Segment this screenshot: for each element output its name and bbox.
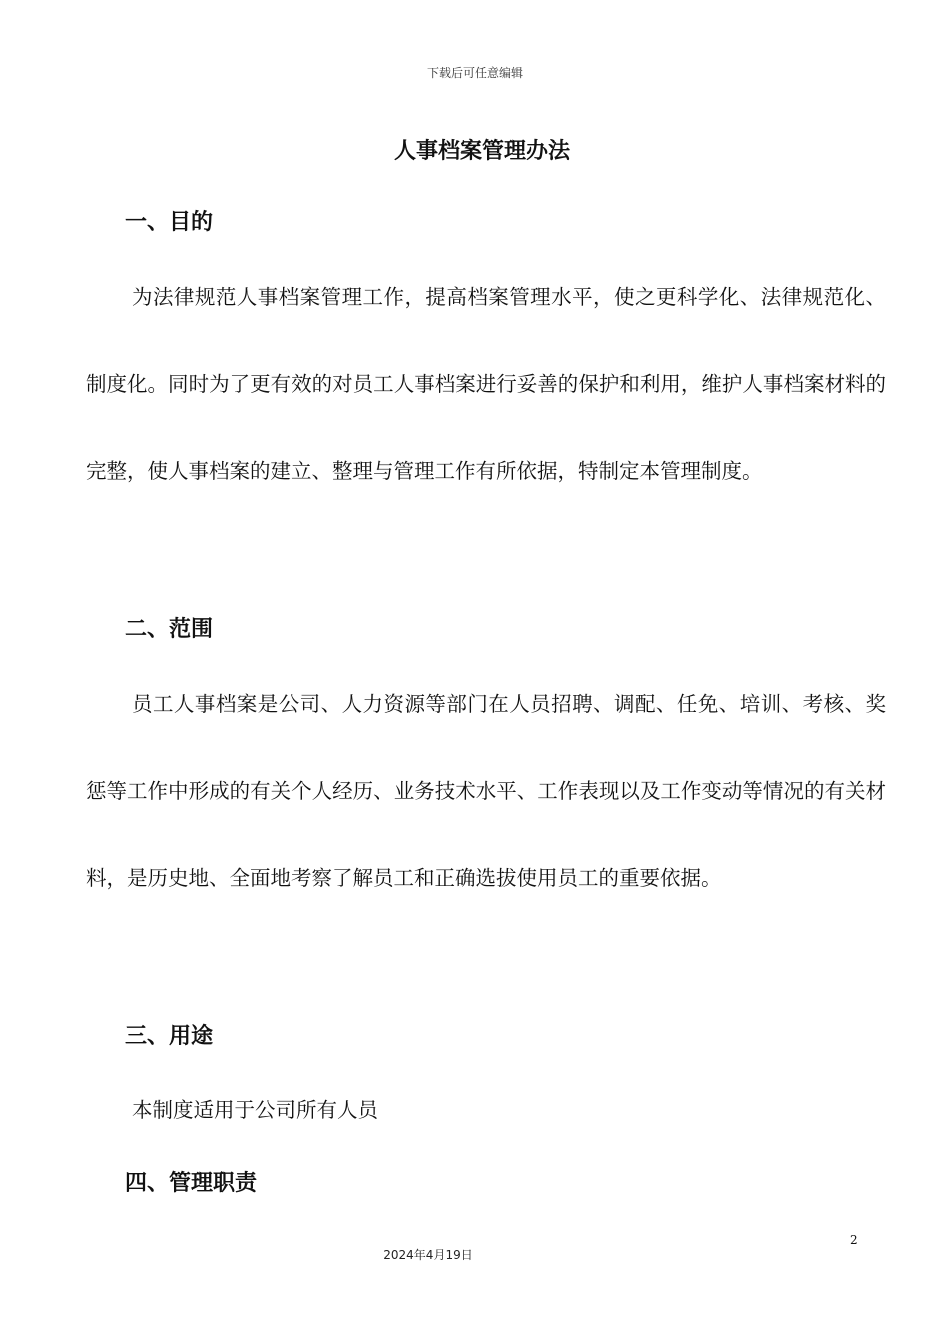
page-header: 下载后可任意编辑 — [426, 66, 523, 80]
section-heading-usage: 三、用途 — [125, 1024, 214, 1049]
page-number: 2 — [850, 1233, 858, 1247]
section-paragraph-scope: 员工人事档案是公司、人力资源等部门在人员招聘、调配、任免、培训、考核、奖惩等工作中形成的有关个人经历、业务技术水平、工作表现以及工作变动等情况的有关材料，是历史地、全面地考察了解员工和正确选拔使用员工的重要依据。 — [86, 692, 886, 890]
section-heading-purpose: 一、目的 — [125, 210, 214, 235]
section-paragraph-purpose: 为法律规范人事档案管理工作，提高档案管理水平，使之更科学化、法律规范化、制度化。同时为了更有效的对员工人事档案进行妥善的保护和利用，维护人事档案材料的完整，使人事档案的建立、整理与管理工作有所依据，特制定本管理制度。 — [86, 285, 886, 483]
document-title: 人事档案管理办法 — [393, 139, 570, 164]
section-paragraph-usage: 本制度适用于公司所有人员 — [132, 1098, 378, 1122]
footer-date: 2024年4月19日 — [383, 1248, 473, 1262]
section-heading-scope: 二、范围 — [125, 617, 214, 642]
section-heading-management-duties: 四、管理职责 — [125, 1171, 258, 1196]
